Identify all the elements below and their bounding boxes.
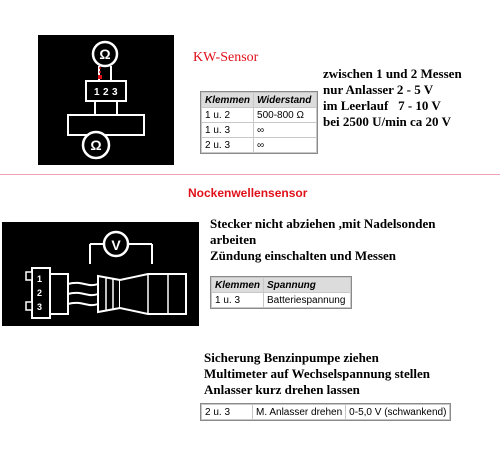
table-row: 1 u. 3 Batteriespannung <box>212 293 350 307</box>
nw-pin-2: 2 <box>37 288 43 298</box>
nw-pin-1: 1 <box>37 274 43 284</box>
kw-sensor-notes: zwischen 1 und 2 Messen nur Anlasser 2 - 5 V im Leerlauf 7 - 10 V bei 2500 U/min ca 20 V <box>323 66 462 129</box>
table-header: Widerstand <box>254 93 316 107</box>
kw-pin-1: 1 <box>94 87 100 98</box>
table-header: Klemmen <box>212 278 263 292</box>
benzinpumpe-table <box>200 403 451 421</box>
nockenwellen-diagram <box>2 222 199 326</box>
table-row: 2 u. 3 M. Anlasser drehen 0-5,0 V (schwankend) <box>202 405 449 419</box>
nockenwellen-notes: Stecker nicht abziehen ,mit Nadelsonden arbeiten Zündung einschalten und Messen <box>210 216 436 263</box>
ohm-symbol-lower: Ω <box>90 137 102 153</box>
table-row: 2 u. 3 ∞ <box>202 138 316 152</box>
ohm-symbol: Ω <box>99 46 111 62</box>
kw-sensor-title: KW-Sensor <box>193 50 259 65</box>
kw-sensor-diagram <box>38 35 174 165</box>
nockenwellen-table <box>210 276 352 309</box>
kw-pin-2: 2 <box>103 87 109 98</box>
kw-pin-3: 3 <box>112 87 118 98</box>
table-header: Klemmen <box>202 93 253 107</box>
voltmeter-symbol: V <box>111 237 121 253</box>
nockenwellensensor-title: Nockenwellensensor <box>188 186 308 200</box>
table-row: 1 u. 2 500-800 Ω <box>202 108 316 122</box>
benzinpumpe-notes: Sicherung Benzinpumpe ziehen Multimeter auf Wechselspannung stellen Anlasser kurz drehen lassen <box>204 350 430 397</box>
table-row: 1 u. 3 ∞ <box>202 123 316 137</box>
section-divider <box>0 174 500 175</box>
table-header: Spannung <box>264 278 350 292</box>
nw-pin-3: 3 <box>37 302 43 312</box>
kw-sensor-table <box>200 91 318 154</box>
